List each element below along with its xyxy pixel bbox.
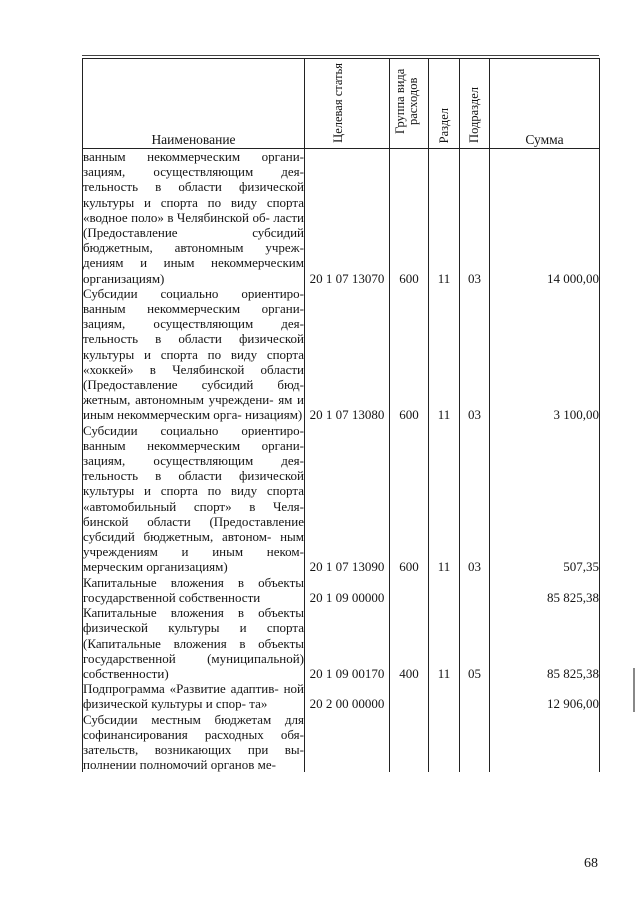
row-section (429, 681, 460, 711)
row-group (390, 575, 429, 605)
row-amount: 85 825,38 (490, 575, 600, 605)
header-target-article: Целевая статья (305, 59, 390, 149)
budget-table (82, 58, 600, 772)
row-subsection (460, 575, 490, 605)
header-expense-group: Группа вида расходов (390, 59, 429, 149)
row-amount: 3 100,00 (490, 286, 600, 423)
table-row (83, 423, 600, 575)
row-name: Субсидии социально ориентиро- ванным некоммерческим органи- зациям, осуществляющим дея- тельность в области физической культуры и спорта по виду спорта «хоккей» в Челябинской области (Предоставление субсидий бюд- жетным, автономным учреждени- ям и иным некоммерческим орга- низациям) (83, 285, 304, 423)
table-header-row (83, 59, 600, 149)
row-name: Капитальные вложения в объекты физической культуры и спорта (Капитальные вложения в объекты государственной (муниципальной) собственности) (83, 605, 304, 681)
row-target: 20 1 09 00000 (305, 575, 390, 605)
row-section: 11 (429, 605, 460, 681)
row-section: 11 (429, 286, 460, 423)
row-name: Субсидии социально ориентиро- ванным некоммерческим органи- зациям, осуществляющим дея- тельность в области физической культуры и спорта по виду спорта «автомобильный спорт» в Челя- бинской области (Предоставление субсидий бюджетным, автоном- ным учреждениям и иным неком- мерческим организациям) (83, 422, 304, 575)
table-top-rule (82, 55, 599, 56)
table-row (83, 712, 600, 773)
header-sum: Сумма (490, 59, 600, 149)
row-amount (490, 712, 600, 773)
row-subsection: 03 (460, 286, 490, 423)
row-target: 20 2 00 00000 (305, 681, 390, 711)
row-target: 20 1 07 13090 (305, 423, 390, 575)
row-name: Субсидии местным бюджетам для софинансирования расходных обя- зательств, возникающих при вы- полнении полномочий органов ме- (83, 711, 304, 773)
table-row (83, 575, 600, 605)
row-subsection (460, 712, 490, 773)
row-group (390, 681, 429, 711)
row-name: ванным некоммерческим органи- зациям, осуществляющим дея- тельность в области физической культуры и спорта по виду спорта «водное поло» в Челябинской об- ласти (Предоставление субсидий бюджетным, автономным учреж- дениям и иным некоммерческим организациям) (83, 149, 304, 286)
row-name: Подпрограмма «Развитие адаптив- ной физической культуры и спор- та» (83, 681, 304, 712)
row-target: 20 1 09 00170 (305, 605, 390, 681)
row-amount: 12 906,00 (490, 681, 600, 711)
row-target: 20 1 07 13080 (305, 286, 390, 423)
page-number: 68 (584, 856, 598, 871)
header-name: Наименование (83, 59, 305, 149)
row-section (429, 575, 460, 605)
row-group: 600 (390, 149, 429, 286)
scan-edge-mark (633, 668, 635, 712)
header-subsection: Подраздел (460, 59, 490, 149)
row-section: 11 (429, 423, 460, 575)
row-section (429, 712, 460, 773)
row-amount: 85 825,38 (490, 605, 600, 681)
row-subsection: 03 (460, 423, 490, 575)
row-group: 600 (390, 286, 429, 423)
table-row (83, 605, 600, 681)
row-name: Капитальные вложения в объекты государственной собственности (83, 574, 304, 605)
table-row (83, 681, 600, 711)
row-subsection: 05 (460, 605, 490, 681)
row-section: 11 (429, 149, 460, 286)
row-group: 400 (390, 605, 429, 681)
row-target (305, 712, 390, 773)
row-subsection: 03 (460, 149, 490, 286)
row-amount: 507,35 (490, 423, 600, 575)
header-section: Раздел (429, 59, 460, 149)
row-amount: 14 000,00 (490, 149, 600, 286)
row-group: 600 (390, 423, 429, 575)
row-group (390, 712, 429, 773)
table-row (83, 149, 600, 286)
row-target: 20 1 07 13070 (305, 149, 390, 286)
table-row (83, 286, 600, 423)
row-subsection (460, 681, 490, 711)
